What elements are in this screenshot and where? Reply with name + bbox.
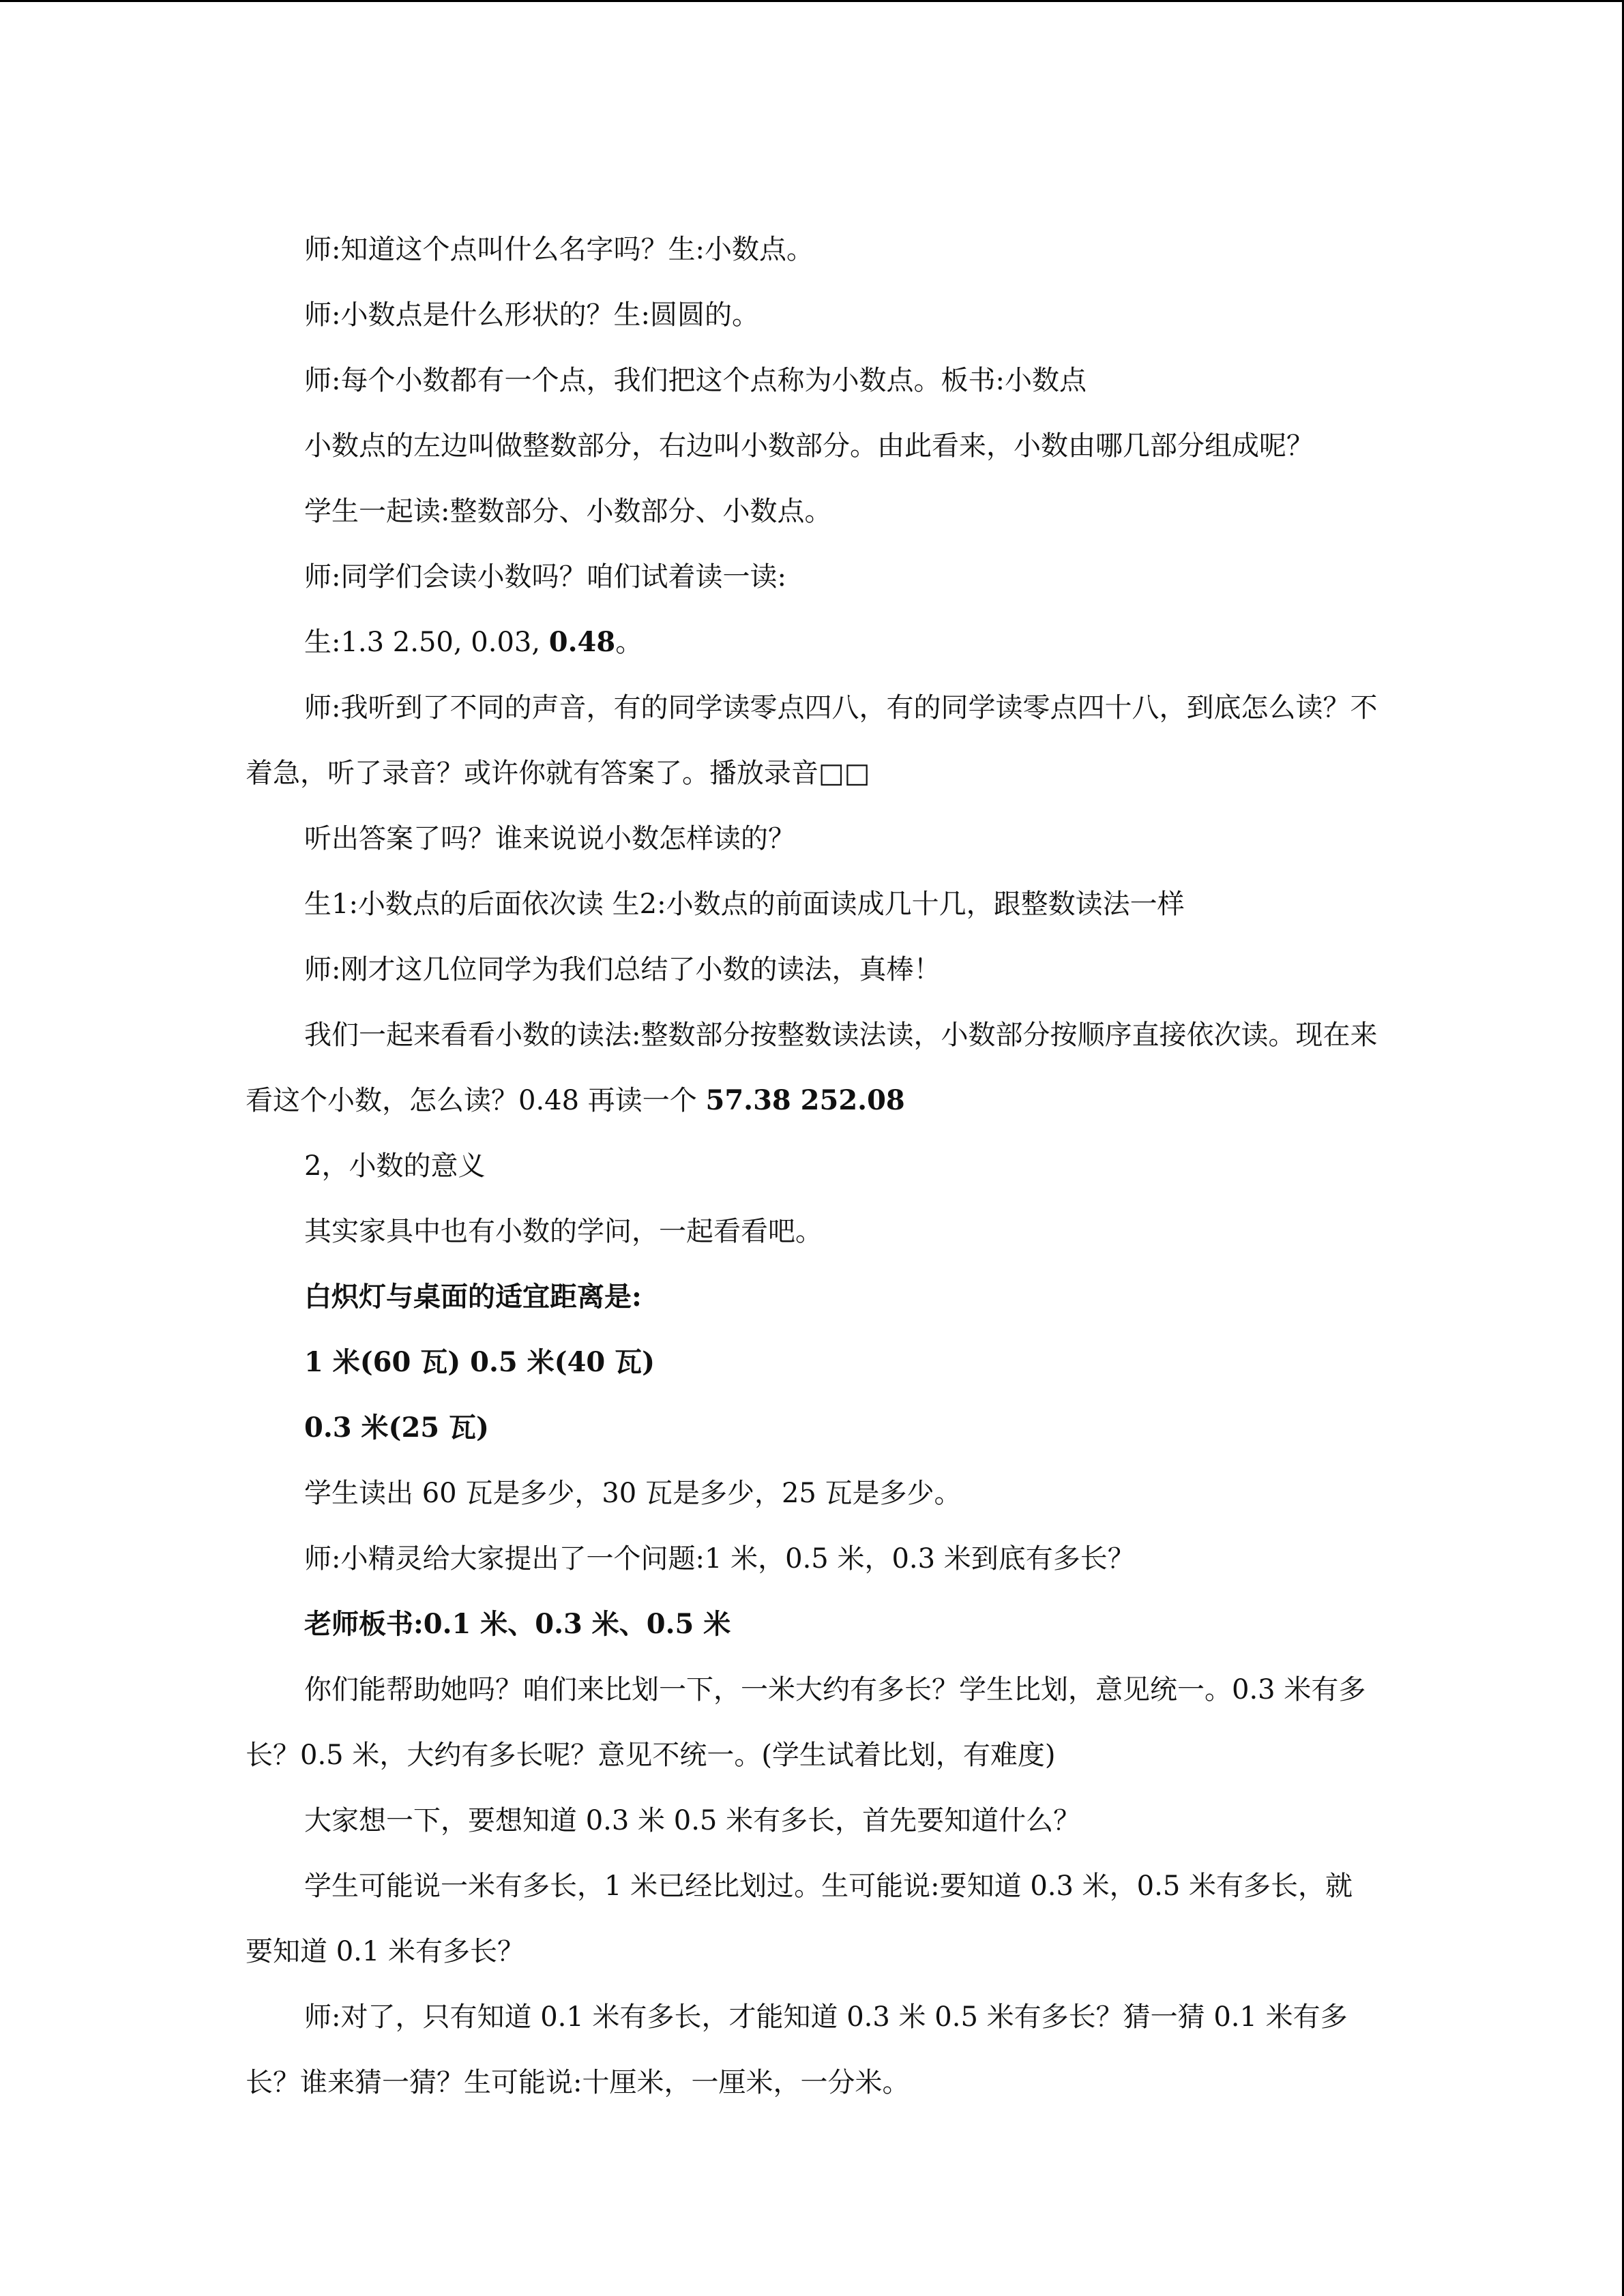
paragraph: 大家想一下，要想知道 0.3 米 0.5 米有多长，首先要知道什么？ bbox=[304, 1805, 1081, 1836]
paragraph: 其实家具中也有小数的学问，一起看看吧。 bbox=[304, 1216, 823, 1247]
paragraph-bold: 0.3 米(25 瓦) bbox=[304, 1412, 489, 1444]
paragraph: 师:刚才这几位同学为我们总结了小数的读法，真棒！ bbox=[304, 954, 941, 985]
paragraph-bold: 1 米(60 瓦) 0.5 米(40 瓦) bbox=[304, 1346, 655, 1378]
paragraph: 师:知道这个点叫什么名字吗？生:小数点。 bbox=[304, 234, 814, 265]
paragraph: 学生可能说一米有多长，1 米已经比划过。生可能说:要知道 0.3 米，0.5 米有多长，就要知道 0.1 米有多长？ bbox=[246, 1870, 1353, 1967]
paragraph: 听出答案了吗？谁来说说小数怎样读的？ bbox=[304, 823, 795, 854]
paragraph-text: 小数点是什么形状的？生:圆圆的。 bbox=[340, 299, 759, 331]
paragraph: 师:同学们会读小数吗？咱们试着读一读: bbox=[304, 561, 786, 593]
paragraph: 师:小精灵给大家提出了一个问题:1 米，0.5 米，0.3 米到底有多长？ bbox=[304, 1543, 1135, 1575]
paragraph: 师:我听到了不同的声音，有的同学读零点四八，有的同学读零点四十八，到底怎么读？不着急，听了录音？或许你就有答案了。播放录音□□ bbox=[246, 692, 1378, 789]
document-page bbox=[246, 217, 1378, 2115]
paragraph bbox=[246, 282, 1378, 348]
emphasized-numbers: 57.38 252.08 bbox=[705, 1084, 905, 1116]
section-heading: 2，小数的意义 bbox=[304, 1150, 486, 1182]
paragraph bbox=[246, 610, 1378, 675]
paragraph: 你们能帮助她吗？咱们来比划一下，一米大约有多长？学生比划，意见统一。0.3 米有多长？0.5 米，大约有多长呢？意见不统一。(学生试着比划，有难度) bbox=[246, 1674, 1366, 1771]
paragraph-bold: 老师板书:0.1 米、0.3 米、0.5 米 bbox=[304, 1608, 731, 1640]
paragraph: 小数点的左边叫做整数部分，右边叫小数部分。由此看来，小数由哪几部分组成呢？ bbox=[304, 430, 1314, 462]
paragraph: 师:对了，只有知道 0.1 米有多长，才能知道 0.3 米 0.5 米有多长？猜一猜 0.1 米有多长？谁来猜一猜？生可能说:十厘米，一厘米，一分米。 bbox=[246, 2001, 1348, 2098]
paragraph bbox=[246, 1002, 1378, 1133]
paragraph: 生1:小数点的后面依次读 生2:小数点的前面读成几十几，跟整数读法一样 bbox=[304, 889, 1185, 920]
paragraph: 师:每个小数都有一个点，我们把这个点称为小数点。板书:小数点 bbox=[304, 365, 1087, 396]
paragraph-text: 我们一起来看看小数的读法:整数部分按整数读法读，小数部分按顺序直接依次读。现在来看这个小数，怎么读？0.48 再读一个 bbox=[246, 1019, 1378, 1116]
page-edge-top bbox=[0, 0, 1624, 2]
speaker-prefix: 师: bbox=[304, 299, 341, 331]
paragraph-bold: 白炽灯与桌面的适宜距离是: bbox=[304, 1281, 642, 1313]
paragraph: 学生一起读:整数部分、小数部分、小数点。 bbox=[304, 496, 832, 527]
paragraph-text: 生:1.3 2.50, 0.03, bbox=[304, 627, 549, 658]
paragraph-text: 。 bbox=[615, 627, 643, 658]
emphasized-number: 0.48 bbox=[548, 626, 616, 658]
paragraph: 学生读出 60 瓦是多少，30 瓦是多少，25 瓦是多少。 bbox=[304, 1478, 962, 1509]
